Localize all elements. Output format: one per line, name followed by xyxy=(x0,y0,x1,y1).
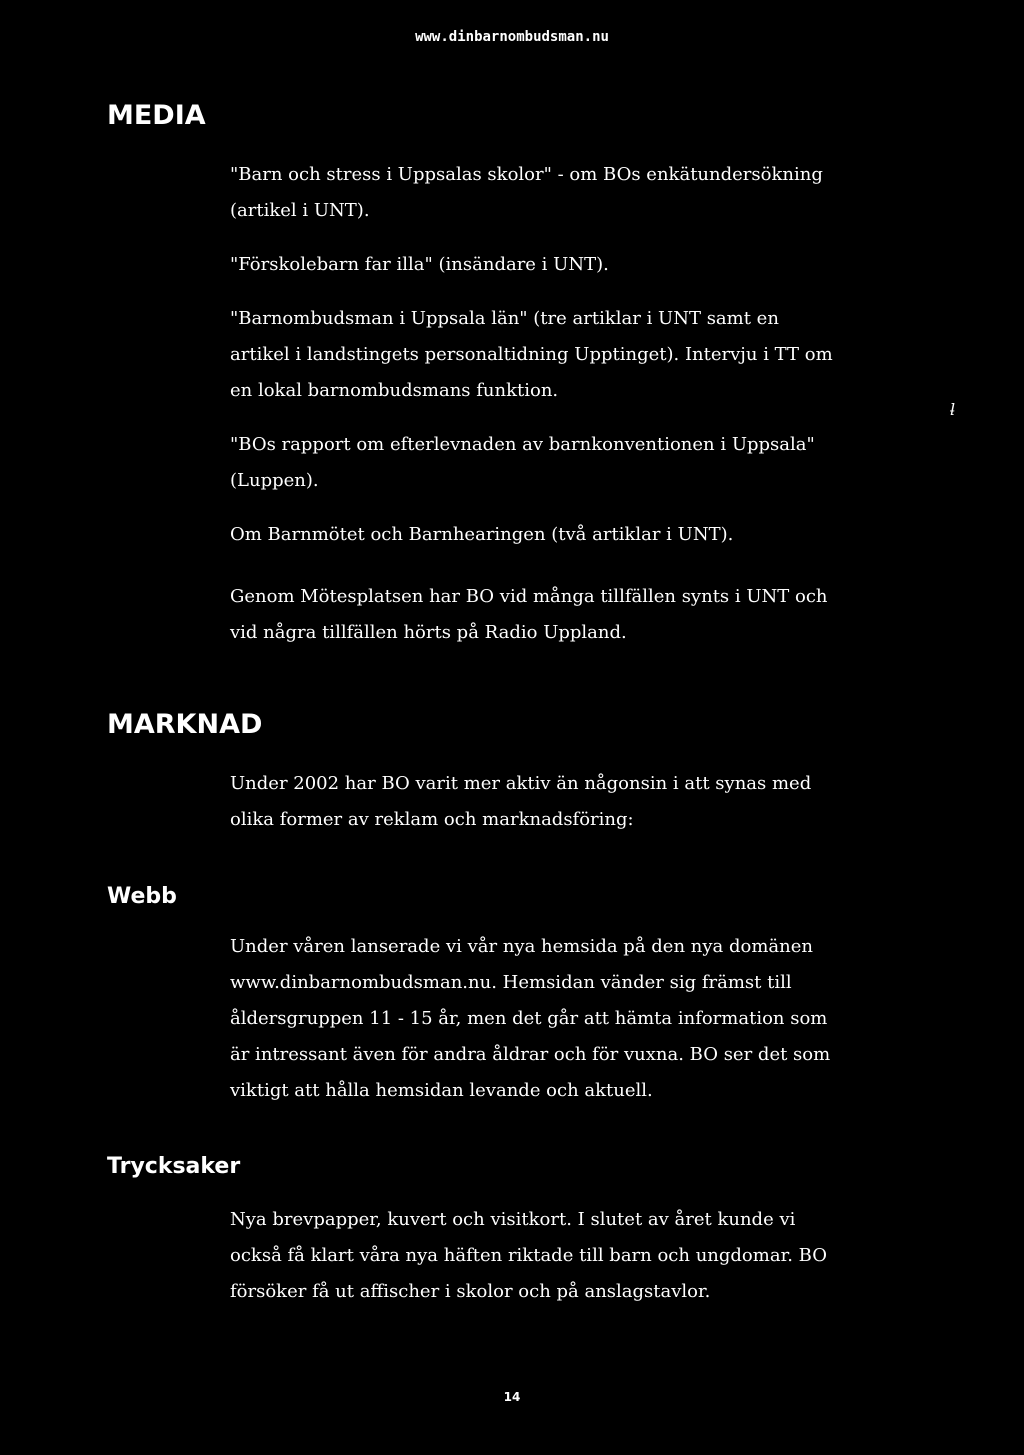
section-title-webb: Webb xyxy=(107,884,177,909)
media-item-3: "Barnombudsman i Uppsala län" (tre artiklar i UNT samt en artikel i landstingets personaltidning Upptinget). Intervju i TT om en lokal barnombudsmans funktion. xyxy=(230,308,833,401)
media-item-4: "BOs rapport om efterlevnaden av barnkonventionen i Uppsala" (Luppen). xyxy=(230,434,815,491)
trycksaker-item-1: Nya brevpapper, kuvert och visitkort. I slutet av året kunde vi också få klart våra nya häften riktade till barn och ungdomar. BO försöker få ut affischer i skolor och på anslagstavlor. xyxy=(230,1209,827,1302)
marknad-text: Under 2002 har BO varit mer aktiv än någonsin i att synas med olika former av reklam och marknadsföring: xyxy=(230,773,812,830)
media-item-2: "Förskolebarn far illa" (insändare i UNT). xyxy=(230,254,609,275)
site-url: www.dinbarnombudsman.nu xyxy=(415,29,609,45)
webb-text: Under våren lanserade vi vår nya hemsida på den nya domänen www.dinbarnombudsman.nu. Hemsidan vänder sig främst till åldersgruppen 11 - 15 år, men det går att hämta information som är intressant även för andra åldrar och för vuxna. BO ser det som viktigt att hålla hemsidan levande och aktuell. xyxy=(230,936,831,1101)
section-title-trycksaker: Trycksaker xyxy=(107,1154,241,1179)
section-title-media: MEDIA xyxy=(107,100,206,131)
scan-mark: ƚ xyxy=(950,400,956,419)
section-title-marknad: MARKNAD xyxy=(107,709,263,740)
media-item-1: "Barn och stress i Uppsalas skolor" - om BOs enkätundersökning (artikel i UNT). xyxy=(230,164,823,221)
media-item-6: Genom Mötesplatsen har BO vid många tillfällen synts i UNT och vid några tillfällen hörts på Radio Uppland. xyxy=(230,586,828,643)
media-item-5: Om Barnmötet och Barnhearingen (två artiklar i UNT). xyxy=(230,524,734,545)
page-number: 14 xyxy=(503,1390,521,1404)
